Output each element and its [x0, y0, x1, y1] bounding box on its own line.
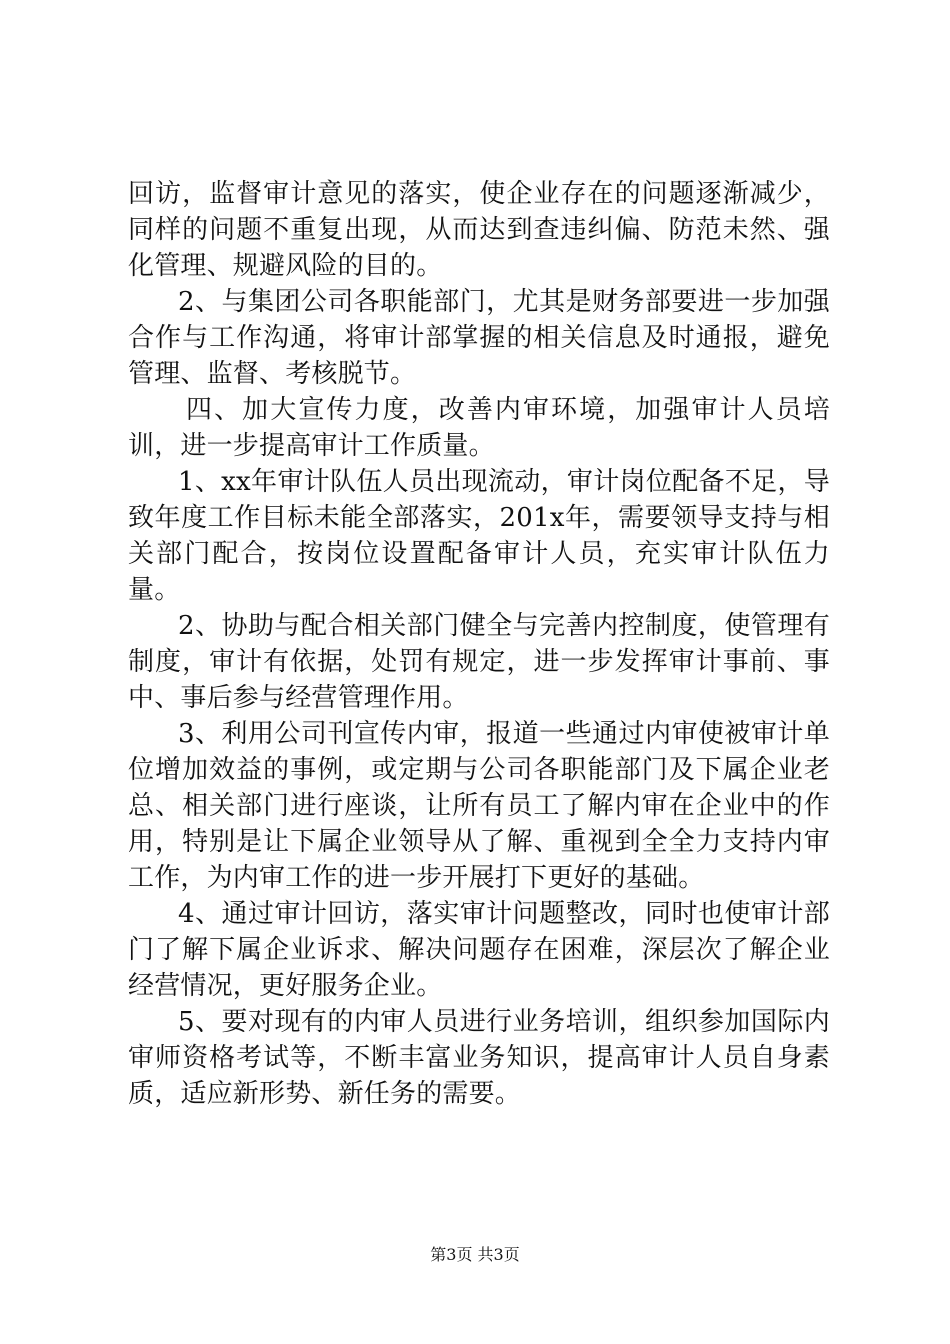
paragraph-item-3-publicity: 3、利用公司刊宣传内审，报道一些通过内审使被审计单位增加效益的事例，或定期与公司各职能部门及下属企业老总、相关部门进行座谈，让所有员工了解内审在企业中的作用，特别是让下属企业领导从了解、重视到全全力支持内审工作，为内审工作的进一步开展打下更好的基础。 — [128, 719, 830, 893]
paragraph-item-2-internal-control: 2、协助与配合相关部门健全与完善内控制度，使管理有制度，审计有依据，处罚有规定，进一步发挥审计事前、事中、事后参与经营管理作用。 — [128, 611, 830, 713]
paragraph-item-1-staffing: 1、xx年审计队伍人员出现流动，审计岗位配备不足，导致年度工作目标未能全部落实，201x年，需要领导支持与相关部门配合，按岗位设置配备审计人员，充实审计队伍力量。 — [128, 467, 830, 605]
paragraph-continuation: 回访，监督审计意见的落实，使企业存在的问题逐渐减少，同样的问题不重复出现，从而达到查违纠偏、防范未然、强化管理、规避风险的目的。 — [128, 179, 830, 281]
paragraph-item-5-training: 5、要对现有的内审人员进行业务培训，组织参加国际内审师资格考试等，不断丰富业务知识，提高审计人员自身素质，适应新形势、新任务的需要。 — [128, 1007, 830, 1109]
page-number-footer: 第3页 共3页 — [430, 1245, 520, 1264]
section-heading-four: 四、加大宣传力度，改善内审环境，加强审计人员培训，进一步提高审计工作质量。 — [128, 395, 830, 461]
paragraph-item-4-follow-up: 4、通过审计回访，落实审计问题整改，同时也使审计部门了解下属企业诉求、解决问题存在困难，深层次了解企业经营情况，更好服务企业。 — [128, 899, 830, 1001]
paragraph-item-2-collaboration: 2、与集团公司各职能部门，尤其是财务部要进一步加强合作与工作沟通，将审计部掌握的相关信息及时通报，避免管理、监督、考核脱节。 — [128, 287, 830, 389]
document-body — [128, 176, 830, 1112]
